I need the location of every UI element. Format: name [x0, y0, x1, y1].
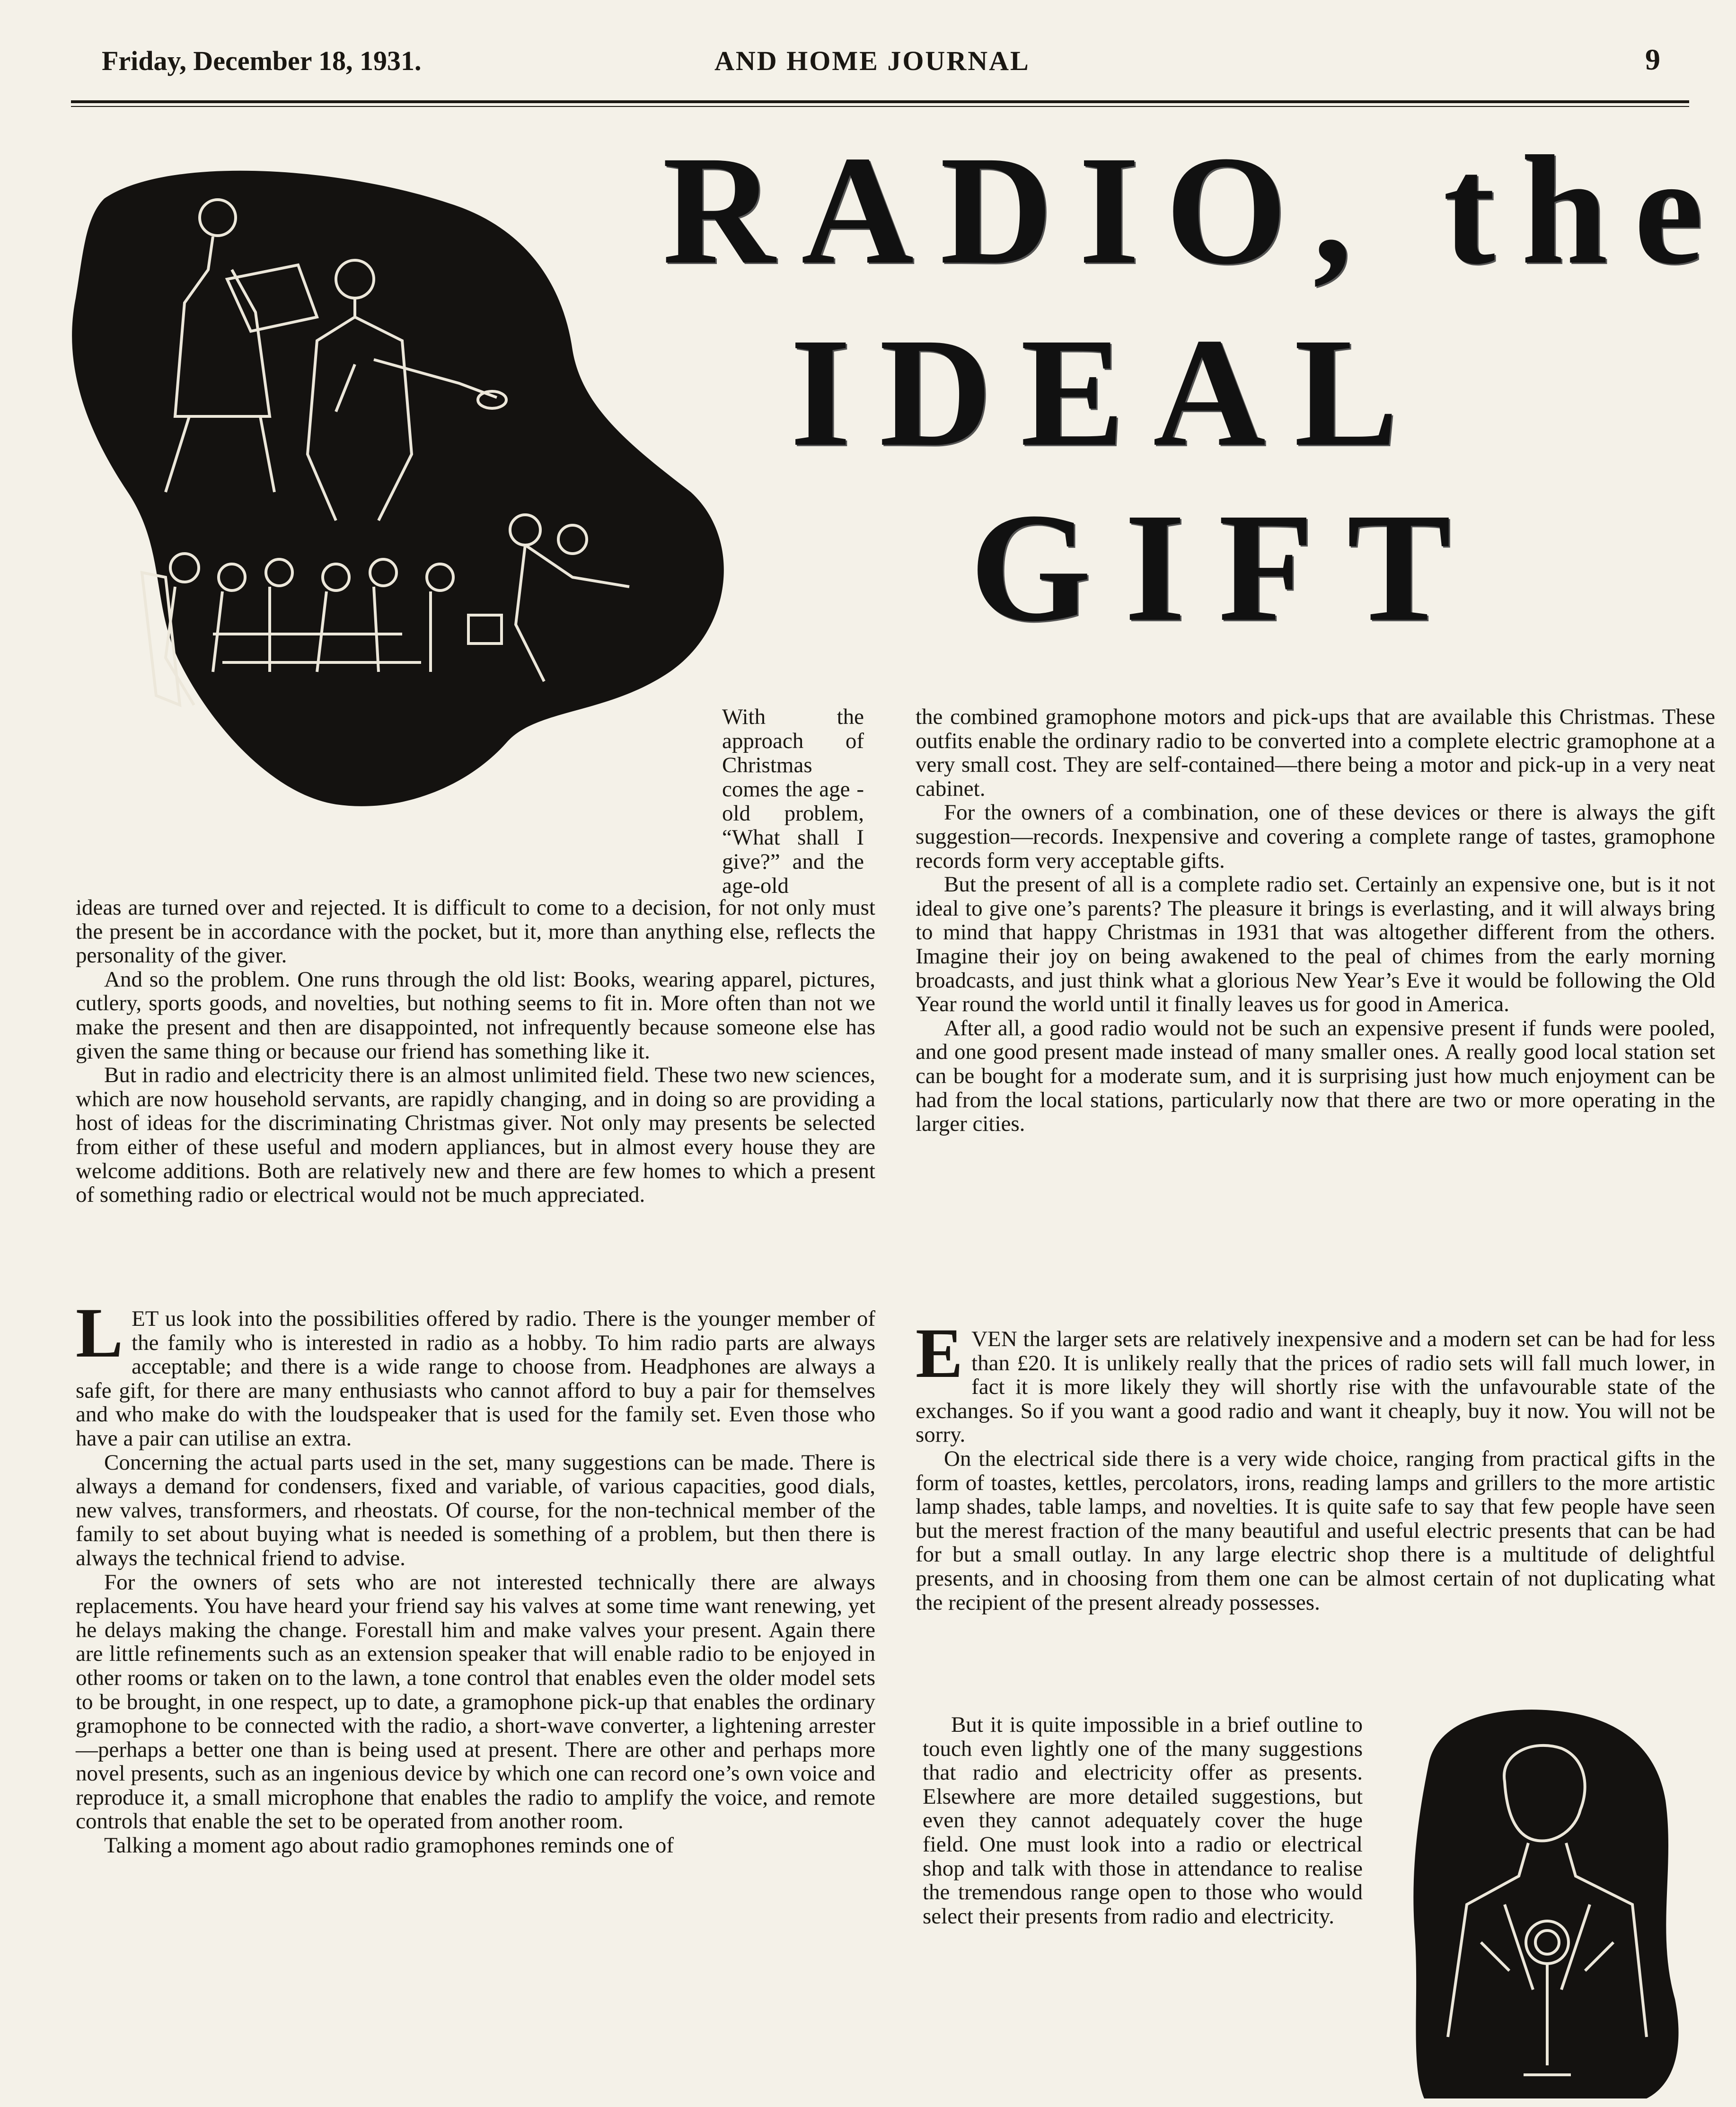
intro-paragraph — [722, 705, 864, 898]
col1-paragraph-3: But in radio and electricity there is an almost unlimited field. These two new sciences, which are now household servants, are rapidly changing, and in doing so are providing a host of ideas for the discriminating Christmas giver. Not only may presents be selected from either of these useful and modern appliances, but in almost every house they are welcome additions. Both are relatively new and there are few homes to which a present of something radio or electrical would not be much appreciated. — [76, 1063, 875, 1208]
col1b-paragraph-4: Talking a moment ago about radio gramophones reminds one of — [104, 1833, 674, 1858]
col1b-paragraph-3: For the owners of sets who are not interested technically there are always replacements. You have heard your friend say his valves at some time want renewing, yet he delays making the change. Forestall him and make valves your present. Again there are little refinements such as an extension speaker that will enable radio to be enjoyed in other rooms or taken on to the lawn, a tone control that enables even the older model sets to be brought, in one respect, up to date, a gramophone pick-up that enables the ordinary gramophone to be connected with the radio, a short-wave converter, a lightening arrester—perhaps a better one than is being used at present. There are other and perhaps more novel presents, such as an ingenious device by which one can record one’s own voice and reproduce it, a small microphone that enables the radio to amplify the voice, and remote controls that enable the set to be operated from another room. — [76, 1569, 875, 1834]
col2-paragraph-2: For the owners of a combination, one of these devices or there is always the gift suggestion—records. Inexpensive and covering a complete range of tastes, gramophone records form very acceptable gifts. — [916, 800, 1715, 873]
col1b-paragraph-2: Concerning the actual parts used in the set, many suggestions can be made. There is always a demand for condensers, fixed and variable, of various capacities, good dials, new valves, transformers, and rheostats. Of course, for the non-technical member of the family to set about buying what is needed is something of a problem, but then there is always the technical friend to advise. — [76, 1450, 875, 1570]
dropcap-l: L — [76, 1294, 123, 1372]
header-date: Friday, December 18, 1931. — [102, 45, 422, 76]
column-1-bottom — [76, 1294, 875, 1858]
intro-text: With the approach of Christmas comes the age - old problem, “What shall I give?” and the age-old — [722, 705, 864, 898]
column-2-top — [916, 705, 1715, 1136]
page-header — [102, 45, 1679, 83]
headline-line-3: GIFT — [970, 481, 1484, 654]
musicians-illustration — [71, 161, 733, 814]
header-journal-name: AND HOME JOURNAL — [714, 45, 1030, 76]
announcer-illustration — [1410, 1706, 1684, 2098]
dropcap-e: E — [916, 1314, 963, 1393]
col2b-first-paragraph: VEN the larger sets are relatively inexpensive and a modern set can be had for less than £20. It is unlikely really that the prices of radio sets will fall much lower, in fact it is more likely they will shortly rise with the unfavourable state of the exchanges. So if you want a good radio and want it cheaply, buy it now. You will not be sorry. — [916, 1327, 1715, 1447]
col1-paragraph-1: ideas are turned over and rejected. It is difficult to come to a decision, for not only must the present be in accordance with the pocket, but it, more than anything else, reflects the personality of the giver. — [76, 895, 875, 968]
col2-paragraph-3: But the present of all is a complete radio set. Certainly an expensive one, but is it not ideal to give one’s parents? The pleasure it brings is everlasting, and it will always bring to mind that happy Christmas in 1931 that was altogether different from the others. Imagine their joy on being awakened to the peal of chimes from the early morning broadcasts, and just think what a glorious New Year’s Eve it would be following the Old Year round the world until it finally leaves us for good in America. — [916, 872, 1715, 1017]
headline-line-2: IDEAL — [790, 306, 1427, 479]
col1b-first-paragraph: ET us look into the possibilities offered by radio. There is the younger member of the family who is interested in radio as a hobby. To him radio parts are always acceptable; and there is a wide range to choose from. Headphones are always a safe gift, for there are many enthusiasts who cannot afford to buy a pair for themselves and who make do with the loudspeaker that is used for the family set. Even those who have a pair can utilise an extra. — [76, 1306, 875, 1451]
header-rule — [71, 100, 1689, 103]
header-page-number: 9 — [1645, 43, 1660, 76]
headline-line-1: RADIO, the — [662, 124, 1729, 297]
header-rule-thin — [71, 106, 1689, 107]
column-2-bottom — [923, 1713, 1363, 1928]
column-2-middle — [916, 1314, 1715, 1615]
column-1-top — [76, 896, 875, 1207]
col2b-paragraph-2: On the electrical side there is a very wide choice, ranging from practical gifts in the form of toastes, kettles, percolators, irons, reading lamps and grillers to the more artistic lamp shades, table lamps, and novelties. It is quite safe to say that few people have seen but the merest fraction of the many beautiful and useful electric presents that can be had for but a small outlay. In any large electric shop there is a multitude of delightful presents, and in choosing from them one can be almost certain of not duplicating what the recipient of the present already possesses. — [916, 1446, 1715, 1615]
col2-paragraph-4: After all, a good radio would not be such an expensive present if funds were pooled, and one good present made instead of many smaller ones. A really good local station set can be bought for a moderate sum, and it is surprising just how much enjoyment can be had from the local stations, particularly now that there are two or more operating in the larger cities. — [916, 1015, 1715, 1137]
col2-paragraph-1: the combined gramophone motors and pick-ups that are available this Christmas. These outfits enable the ordinary radio to be converted into a complete electric gramophone at a very small cost. They are self-contained—there being a motor and pick-up in a very neat cabinet. — [916, 705, 1715, 801]
col2c-paragraph: But it is quite impossible in a brief outline to touch even lightly one of the many suggestions that radio and electricity offer as presents. Elsewhere are more detailed suggestions, but even they cannot adequately cover the huge field. One must look into a radio or electrical shop and talk with those in attendance to realise the tremendous range open to those who would select their presents from radio and electricity. — [923, 1712, 1363, 1929]
col1-paragraph-2: And so the problem. One runs through the old list: Books, wearing apparel, pictures, cutlery, sports goods, and novelties, but nothing seems to fit in. More often than not we make the present and then are disappointed, not infrequently because someone else has given the same thing or because our friend has something like it. — [76, 967, 875, 1064]
